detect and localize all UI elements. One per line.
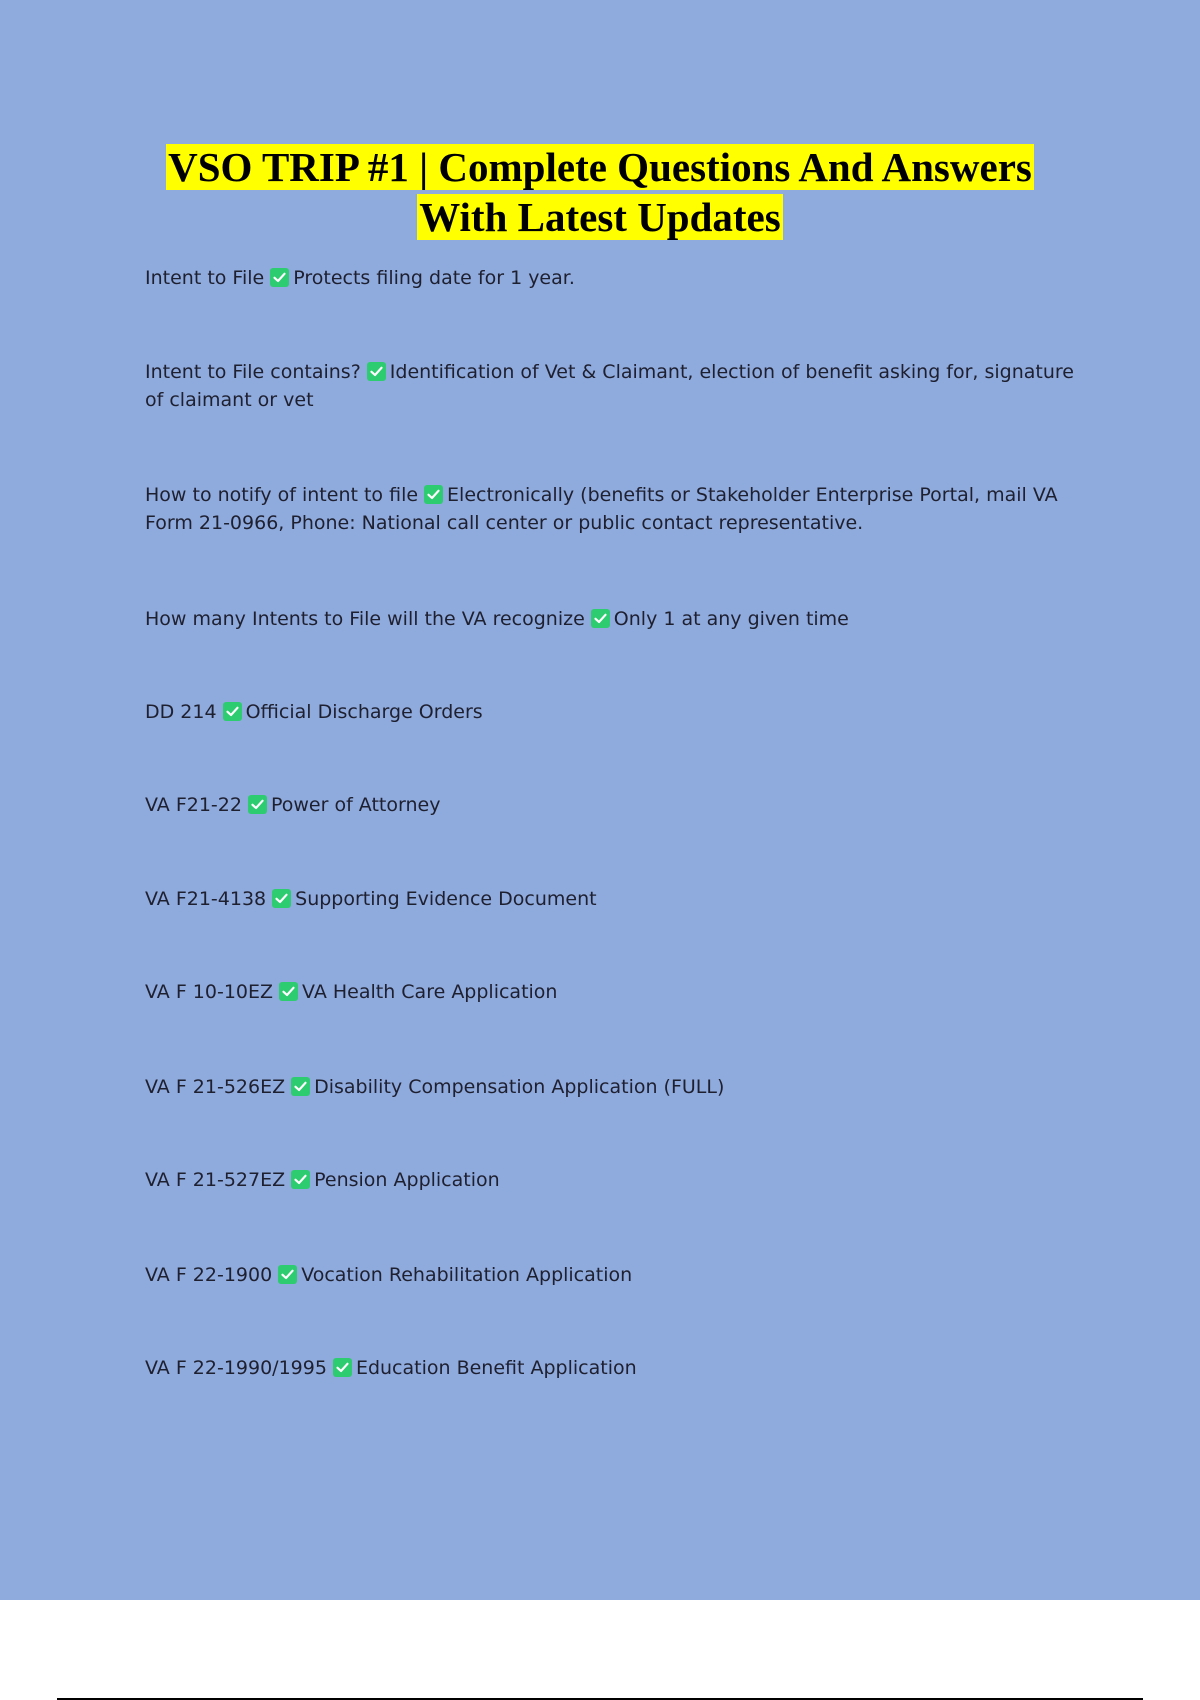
- qa-item: [145, 978, 1080, 1006]
- qa-term: VA F21-22: [145, 794, 242, 816]
- check-mark-icon: [248, 795, 267, 814]
- qa-item: [145, 1261, 1080, 1289]
- check-mark-icon: [591, 609, 610, 628]
- page-title: [0, 142, 1200, 242]
- qa-item: [145, 698, 1080, 726]
- qa-term: VA F 21-527EZ: [145, 1169, 286, 1191]
- qa-item: [145, 264, 1080, 292]
- qa-answer: Vocation Rehabilitation Application: [301, 1264, 633, 1286]
- qa-answer: VA Health Care Application: [302, 981, 558, 1003]
- qa-term: VA F21-4138: [145, 888, 267, 910]
- qa-term: How many Intents to File will the VA recognize: [145, 608, 585, 630]
- check-mark-icon: [279, 982, 298, 1001]
- qa-answer: Electronically (benefits or Stakeholder Enterprise Portal, mail VA Form 21-0966, Phone: National call center or public contact representative.: [145, 484, 1058, 534]
- qa-term: Intent to File contains?: [145, 361, 361, 383]
- qa-item: [145, 1073, 1080, 1101]
- qa-item: [145, 1166, 1080, 1194]
- qa-answer: Supporting Evidence Document: [295, 888, 597, 910]
- qa-answer: Disability Compensation Application (FULL): [314, 1076, 725, 1098]
- qa-answer: Education Benefit Application: [355, 1357, 637, 1379]
- qa-answer: Only 1 at any given time: [613, 608, 849, 630]
- qa-item: [145, 885, 1080, 913]
- qa-term: How to notify of intent to file: [145, 484, 419, 506]
- check-mark-icon: [333, 1358, 352, 1377]
- check-mark-icon: [424, 485, 443, 504]
- qa-answer: Official Discharge Orders: [245, 701, 483, 723]
- qa-term: VA F 22-1900: [145, 1264, 273, 1286]
- check-mark-icon: [272, 889, 291, 908]
- qa-term: VA F 21-526EZ: [145, 1076, 286, 1098]
- qa-item: [145, 481, 1080, 537]
- check-mark-icon: [270, 268, 289, 287]
- qa-answer: Identification of Vet & Claimant, election of benefit asking for, signature of claimant or vet: [145, 361, 1074, 411]
- qa-answer: Pension Application: [314, 1169, 500, 1191]
- qa-answer: Power of Attorney: [270, 794, 441, 816]
- check-mark-icon: [291, 1170, 310, 1189]
- title-line-2: With Latest Updates: [419, 194, 781, 240]
- title-line-1: VSO TRIP #1 | Complete Questions And Answers: [168, 144, 1032, 190]
- qa-item: [145, 791, 1080, 819]
- check-mark-icon: [278, 1265, 297, 1284]
- qa-answer: Protects filing date for 1 year.: [293, 267, 575, 289]
- qa-item: [145, 1354, 1080, 1382]
- qa-term: VA F 10-10EZ: [145, 981, 274, 1003]
- qa-term: Intent to File: [145, 267, 265, 289]
- check-mark-icon: [367, 362, 386, 381]
- check-mark-icon: [223, 702, 242, 721]
- qa-item: [145, 358, 1080, 414]
- qa-item: [145, 605, 1080, 633]
- qa-term: VA F 22-1990/1995: [145, 1357, 327, 1379]
- qa-term: DD 214: [145, 701, 217, 723]
- check-mark-icon: [291, 1077, 310, 1096]
